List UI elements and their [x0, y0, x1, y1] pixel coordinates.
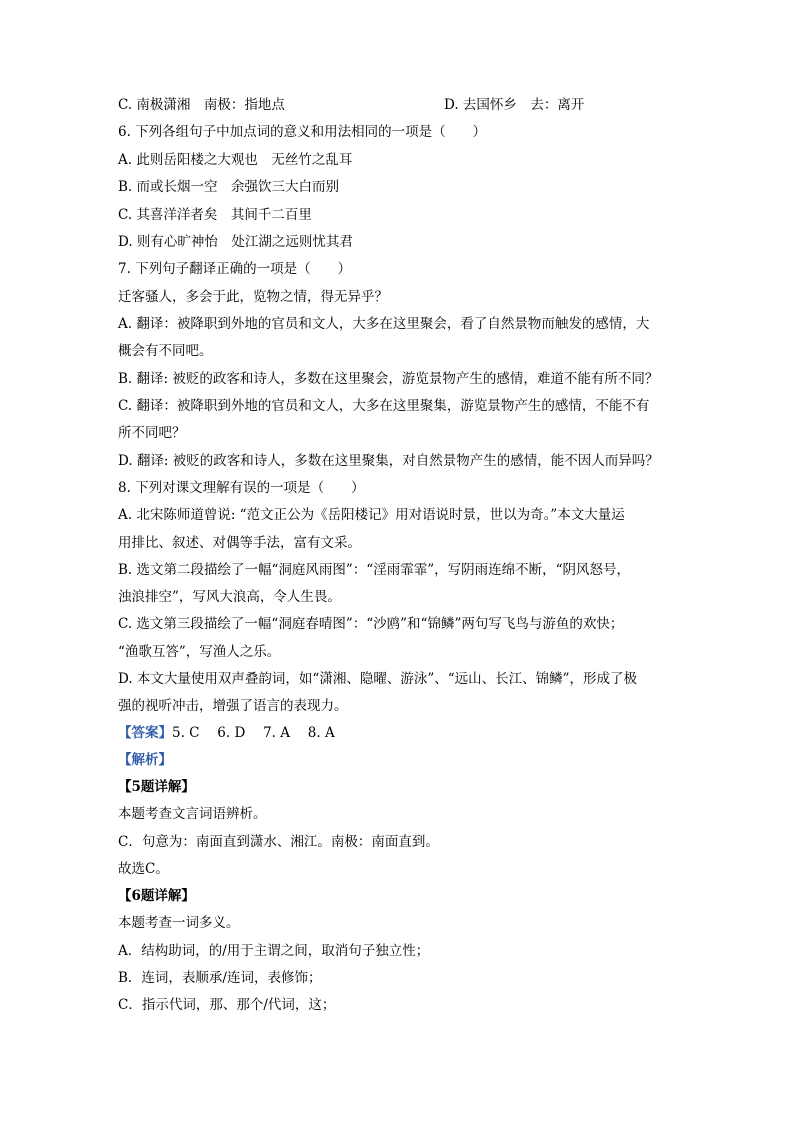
q7-option-d: D. 翻译: 被贬的政客和诗人，多数在这里聚集，对自然景物产生的感情，能不因人而异吗？	[118, 453, 659, 469]
q8-option-c-line1: C. 选文第三段描绘了一幅“洞庭春晴图”：“沙鸥”和“锦鳞”两句写飞鸟与游鱼的欢快；	[118, 616, 624, 632]
answer-label: 【答案】	[118, 725, 172, 741]
q6-option-c: C. 其喜洋洋者矣 其间千二百里	[118, 207, 312, 223]
answer-row	[118, 724, 678, 742]
analysis-row	[118, 751, 678, 769]
q6-option-b: B. 而或长烟一空 余强饮三大白而别	[118, 179, 340, 195]
q8-stem: 8. 下列对课文理解有误的一项是（ ）	[118, 480, 365, 496]
q8-option-a-line1: A. 北宋陈师道曾说: “范文正公为《岳阳楼记》用对语说时景，世以为奇。”本文大量运	[118, 507, 625, 523]
q8-option-c-line2: “渔歌互答”，写渔人之乐。	[118, 644, 281, 660]
detail6-line4: C．指示代词，那、那个/代词，这；	[118, 997, 336, 1013]
detail6-line3: B．连词，表顺承/连词，表修饰；	[118, 970, 322, 986]
q6-stem: 6. 下列各组句子中加点词的意义和用法相同的一项是（ ）	[118, 124, 487, 140]
q8-option-a-line2: 用排比、叙述、对偶等手法，富有文采。	[118, 535, 361, 551]
detail6-label: 【6题详解】	[118, 888, 195, 904]
detail5-line3: 故选C。	[118, 861, 169, 877]
q7-option-b: B. 翻译: 被贬的政客和诗人，多数在这里聚会，游览景物产生的感情，难道不能有所不同？	[118, 371, 659, 387]
detail5-line2: C．句意为：南面直到潇水、湘江。南极：南面直到。	[118, 834, 439, 850]
q8-option-d-line2: 强的视听冲击，增强了语言的表现力。	[118, 698, 348, 714]
q7-option-c-line1: C. 翻译：被降职到外地的官员和文人，大多在这里聚集，游览景物产生的感情，不能不有	[118, 398, 650, 414]
analysis-label: 【解析】	[118, 752, 172, 768]
q8-option-d-line1: D. 本文大量使用双声叠韵词，如“潇湘、隐曜、游泳”、“远山、长江、锦鳞”，形成了极	[118, 671, 638, 687]
q7-sentence: 迁客骚人，多会于此，览物之情，得无异乎？	[118, 289, 388, 305]
answer-text: 5. C 6. D 7. A 8. A	[172, 725, 335, 741]
q8-option-b-line1: B. 选文第二段描绘了一幅“洞庭风雨图”：“淫雨霏霏”，写阴雨连绵不断，“阴风怒号，	[118, 562, 631, 578]
q7-option-a-line2: 概会有不同吧。	[118, 343, 213, 359]
q8-option-b-line2: 浊浪排空”，写风大浪高，令人生畏。	[118, 589, 341, 605]
q6-option-a: A. 此则岳阳楼之大观也 无丝竹之乱耳	[118, 152, 353, 168]
q7-stem: 7. 下列句子翻译正确的一项是（ ）	[118, 261, 352, 277]
detail6-line2: A．结构助词，的/用于主谓之间，取消句子独立性；	[118, 943, 430, 959]
q7-option-c-line2: 所不同吧？	[118, 425, 186, 441]
q7-option-a-line1: A. 翻译：被降职到外地的官员和文人，大多在这里聚会，看了自然景物而触发的感情，大	[118, 316, 650, 332]
detail6-line1: 本题考查一词多义。	[118, 915, 240, 931]
detail5-label: 【5题详解】	[118, 779, 195, 795]
q5-option-c: C. 南极潇湘 南极：指地点	[118, 97, 285, 113]
q6-option-d: D. 则有心旷神怡 处江湖之远则忧其君	[118, 234, 353, 250]
q5-option-d: D. 去国怀乡 去：离开	[444, 97, 585, 113]
detail5-line1: 本题考查文言词语辨析。	[118, 806, 267, 822]
